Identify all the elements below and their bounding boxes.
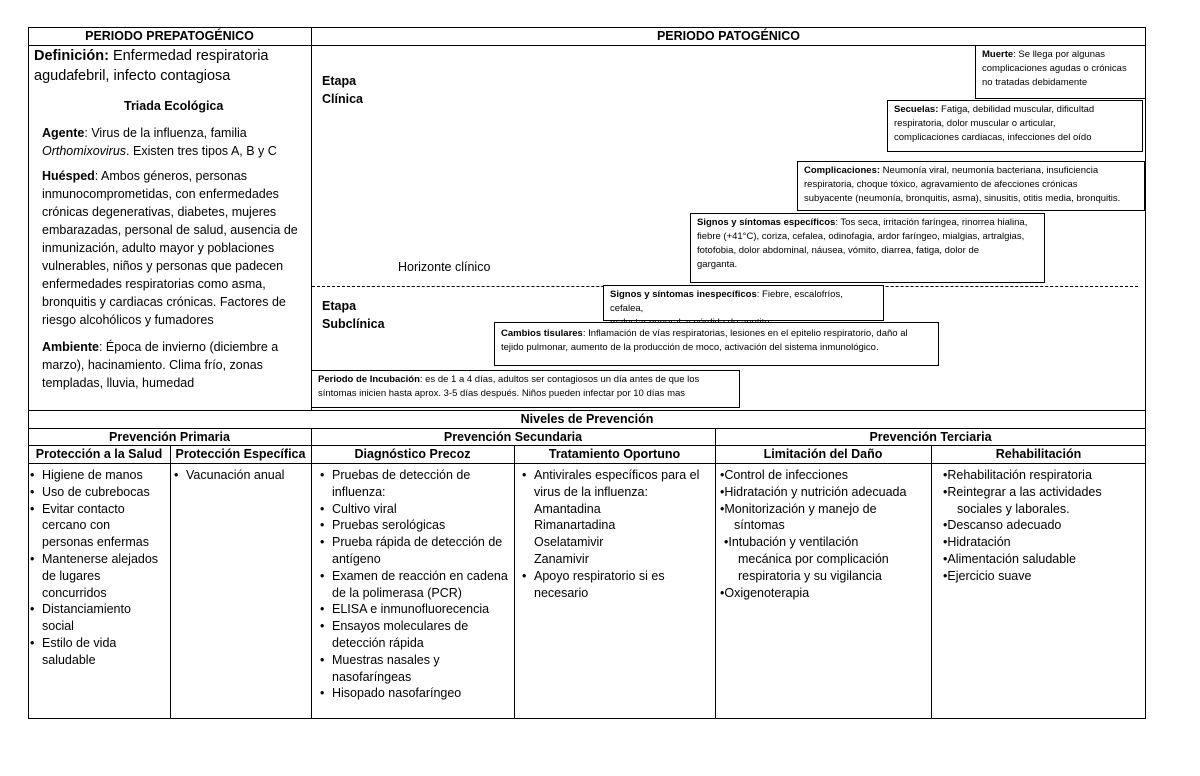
diagnostico-precoz-item-4: • Examen de reacción en cadena — [318, 568, 514, 585]
list-limitacion-dano — [720, 467, 931, 601]
huesped-line-7: bronquitis y cardiacas crónicas. Factores de — [42, 295, 286, 309]
diagnostico-precoz-item-1: • Cultivo viral — [318, 501, 514, 518]
ambiente-label: Ambiente — [42, 340, 99, 354]
especificos-line-1: fiebre (+41°C), coriza, cefalea, odinofagia, ardor faríngeo, mialgias, artralgias, — [697, 231, 1025, 242]
huesped-line-5: vulnerables, niños y personas que padecen — [42, 259, 284, 273]
rehabilitacion-line-0: •Rehabilitación respiratoria — [943, 468, 1092, 482]
etapa-clinica-1: Etapa — [322, 74, 357, 88]
vline-secundaria-terciaria — [715, 428, 716, 719]
agente-text-2: . Existen tres tipos A, B y C — [126, 144, 277, 158]
box-cambios-tisulares — [494, 322, 939, 366]
period-divider — [311, 27, 312, 410]
header-patogenico: PERIODO PATOGÉNICO — [656, 29, 801, 43]
ambiente-text-0: : Época de invierno (diciembre a — [98, 340, 279, 354]
especificos-label: Signos y síntomas específicos — [697, 217, 836, 228]
proteccion-salud-item-0: • Higiene de manos — [28, 467, 170, 484]
vline-col-5 — [931, 445, 932, 719]
prevencion-secundaria: Prevención Secundaria — [443, 430, 583, 444]
proteccion-salud-item-5: • Estilo de vida — [28, 635, 170, 652]
proteccion-salud-item-5-line-1: saludable — [42, 652, 96, 667]
proteccion-salud-item-2-line-2: personas enfermas — [42, 535, 150, 550]
huesped-line-6: enfermedades respiratorias como asma, — [42, 277, 266, 291]
definicion-label: Definición: — [34, 48, 109, 64]
tratamiento-oportuno-item-1: • Apoyo respiratorio si es — [520, 568, 715, 585]
ambiente-line-0 — [42, 338, 278, 356]
limitacion-dano-line-6: respiratoria y su vigilancia — [738, 568, 882, 583]
tratamiento-oportuno-item-0-line-5: Zanamivir — [534, 551, 589, 566]
niveles-title: Niveles de Prevención — [520, 412, 654, 426]
box-complicaciones — [797, 161, 1145, 211]
proteccion-salud-item-3-line-1: de lugares — [42, 568, 101, 583]
list-tratamiento-oportuno — [520, 467, 715, 601]
proteccion-salud-item-1: • Uso de cubrebocas — [28, 484, 170, 501]
list-proteccion-especifica — [172, 467, 311, 484]
especificos-line-2: fotofobia, dolor abdominal, náusea, vómito, diarrea, fatiga, dolor de — [697, 245, 980, 256]
diagnostico-precoz-item-6: • Ensayos moleculares de — [318, 618, 514, 635]
cols-divider — [28, 463, 1146, 464]
rehabilitacion-line-3: •Descanso adecuado — [943, 518, 1062, 533]
col-header-proteccion-especifica: Protección Específica — [175, 447, 306, 461]
muerte-line-0 — [982, 48, 1139, 62]
agente-text-1: : Virus de la influenza, familia — [84, 126, 247, 140]
tratamiento-oportuno-item-0-line-2: Amantadina — [534, 501, 601, 516]
col-header-proteccion-salud: Protección a la Salud — [35, 447, 163, 461]
incubacion-line-0 — [318, 373, 733, 387]
proteccion-salud-item-2: • Evitar contacto — [28, 501, 170, 518]
huesped-line-4: inmunización, adulto mayor y poblaciones — [42, 241, 275, 255]
huesped-line-0 — [42, 167, 298, 185]
list-rehabilitacion — [943, 467, 1146, 585]
header-prepatogenico: PERIODO PREPATOGÉNICO — [85, 29, 254, 43]
etapa-subclinica-2: Subclínica — [322, 317, 385, 331]
limitacion-dano-line-4: •Intubación y ventilación — [724, 535, 859, 550]
proteccion-especifica-item-0: • Vacunación anual — [172, 467, 311, 484]
ambiente-block — [42, 338, 278, 392]
triada-heading: Triada Ecológica — [124, 99, 224, 113]
etapa-clinica — [322, 72, 363, 108]
box-muerte — [975, 45, 1146, 99]
huesped-line-3: embarazadas, personal de salud, ausencia de — [42, 223, 298, 237]
rehabilitacion-line-2: sociales y laborales. — [957, 501, 1070, 516]
vline-col-3 — [514, 445, 515, 719]
limitacion-dano-line-5: mecánica por complicación — [738, 551, 889, 566]
tisulares-label: Cambios tisulares — [501, 328, 583, 339]
inespecificos-text-0: : Fiebre, escalofríos, cefalea, — [610, 289, 843, 314]
secuelas-line-0 — [894, 103, 1136, 117]
diagnostico-precoz-item-3-line-1: antígeno — [332, 551, 381, 566]
huesped-label: Huésped — [42, 169, 95, 183]
muerte-text-0: : Se llega por algunas — [1013, 49, 1106, 60]
incubacion-line-1: síntomas inicien hasta aprox. 3-5 días después. Niños pueden infectar por 10 días mas — [318, 388, 686, 399]
col-header-rehabilitacion: Rehabilitación — [995, 447, 1082, 461]
col-header-limitacion-dano: Limitación del Daño — [763, 447, 883, 461]
secuelas-label: Secuelas: — [894, 104, 939, 115]
diagnostico-precoz-item-7-line-1: nasofaríngeas — [332, 669, 412, 684]
box-periodo-incubacion — [311, 370, 740, 408]
etapa-subclinica — [322, 297, 385, 333]
limitacion-dano-line-7: •Oxigenoterapia — [720, 585, 810, 600]
incubacion-text-0: : es de 1 a 4 días, adultos ser contagiosos un día antes de que los — [419, 374, 700, 385]
incubacion-label: Periodo de Incubación — [318, 374, 420, 385]
inespecificos-line-0 — [610, 288, 877, 316]
rehabilitacion-line-5: •Alimentación saludable — [943, 551, 1076, 566]
ambiente-line-2: templadas, lluvia, humedad — [42, 376, 195, 390]
definicion-text-2: febril, infecto contagiosa — [74, 68, 231, 84]
tisulares-line-0 — [501, 327, 932, 341]
diagnostico-precoz-item-5: • ELISA e inmunofluorecencia — [318, 601, 514, 618]
prevencion-terciaria: Prevención Terciaria — [869, 430, 992, 444]
huesped-line-8: riesgo alcohólicos y fumadores — [42, 313, 214, 327]
vline-primaria-secundaria — [311, 428, 312, 719]
diagnostico-precoz-item-4-line-1: de la polimerasa (PCR) — [332, 585, 462, 600]
complicaciones-text-0: Neumonía viral, neumonía bacteriana, insuficiencia — [880, 165, 1099, 176]
muerte-line-1: complicaciones agudas o crónicas — [982, 63, 1127, 74]
tratamiento-oportuno-item-0-line-1: virus de la influenza: — [534, 484, 648, 499]
diagnostico-precoz-item-2: • Pruebas serológicas — [318, 517, 514, 534]
huesped-line-1: inmunocomprometidas, con enfermedades — [42, 187, 279, 201]
complicaciones-line-2: subyacente (neumonía, bronquitis, asma), sinusitis, otitis media, bronquitis. — [804, 193, 1121, 204]
list-diagnostico-precoz — [318, 467, 514, 702]
col-header-tratamiento-oportuno: Tratamiento Oportuno — [548, 447, 681, 461]
diagnostico-precoz-item-8: • Hisopado nasofaríngeo — [318, 685, 514, 702]
huesped-line-2: crónicas degenerativas, diabetes, mujeres — [42, 205, 277, 219]
diagnostico-precoz-item-3: • Prueba rápida de detección de — [318, 534, 514, 551]
huesped-text-0: : Ambos géneros, personas — [94, 169, 247, 183]
rehabilitacion-line-4: •Hidratación — [943, 535, 1011, 550]
complicaciones-line-0 — [804, 164, 1138, 178]
box-sintomas-inespecificos — [603, 285, 884, 321]
tratamiento-oportuno-item-0-line-4: Oselatamivir — [534, 535, 604, 550]
muerte-label: Muerte — [982, 49, 1014, 60]
prevencion-primaria: Prevención Primaria — [109, 430, 230, 444]
complicaciones-label: Complicaciones: — [804, 165, 881, 176]
especificos-line-0 — [697, 216, 1038, 230]
complicaciones-line-1: respiratoria, choque tóxico, agravamiento de afecciones crónicas — [804, 179, 1078, 190]
especificos-line-3: garganta. — [697, 259, 738, 270]
agente-line-1 — [42, 124, 247, 142]
tratamiento-oportuno-item-0: • Antivirales específicos para el — [520, 467, 715, 484]
etapa-subclinica-1: Etapa — [322, 299, 357, 313]
agente-italic: Orthomixovirus — [42, 144, 127, 158]
box-secuelas — [887, 100, 1143, 152]
proteccion-salud-item-3: • Mantenerse alejados — [28, 551, 170, 568]
muerte-line-2: no tratadas debidamente — [982, 77, 1088, 88]
etapa-clinica-2: Clínica — [322, 92, 363, 106]
secuelas-text-0: Fatiga, debilidad muscular, dificultad — [938, 104, 1095, 115]
vline-col-1 — [170, 445, 171, 719]
limitacion-dano-line-0: •Control de infecciones — [720, 468, 849, 482]
diagnostico-precoz-item-0: • Pruebas de detección de — [318, 467, 514, 484]
tratamiento-oportuno-item-0-line-3: Rimanartadina — [534, 518, 616, 533]
limitacion-dano-line-2: •Monitorización y manejo de — [720, 501, 877, 516]
horizonte-clinico-label: Horizonte clínico — [398, 260, 491, 274]
secuelas-line-1: respiratoria, dolor muscular o articular, — [894, 118, 1056, 129]
tratamiento-oportuno-item-1-line-1: necesario — [534, 585, 589, 600]
rehabilitacion-line-6: •Ejercicio suave — [943, 568, 1032, 583]
limitacion-dano-line-3: síntomas — [734, 518, 785, 533]
tisulares-text-0: : Inflamación de vías respiratorias, lesiones en el epitelio respiratorio, daño al — [582, 328, 908, 339]
agente-label: Agente — [42, 126, 85, 140]
box-sintomas-especificos — [690, 213, 1045, 283]
especificos-text-0: : Tos seca, irritación faríngea, rinorrea hialina, — [835, 217, 1028, 228]
inespecificos-label: Signos y síntomas inespecíficos — [610, 289, 757, 300]
diagnostico-precoz-item-0-line-1: influenza: — [332, 484, 386, 499]
secuelas-line-2: complicaciones cardiacas, infecciones del oído — [894, 132, 1092, 143]
tisulares-line-1: tejido pulmonar, aumento de la producción de moco, activación del sistema inmunológico. — [501, 342, 879, 353]
list-proteccion-salud — [28, 467, 170, 669]
proteccion-salud-item-2-line-1: cercano con — [42, 518, 111, 533]
diagnostico-precoz-item-7: • Muestras nasales y — [318, 652, 514, 669]
definicion-text-1: Enfermedad respiratoria aguda — [34, 48, 269, 84]
huesped-block — [42, 167, 298, 329]
proteccion-salud-item-3-line-2: concurridos — [42, 585, 107, 600]
agente-line-2 — [42, 142, 277, 160]
col-header-diagnostico-precoz: Diagnóstico Precoz — [354, 447, 471, 461]
rehabilitacion-line-1: •Reintegrar a las actividades — [943, 484, 1102, 499]
proteccion-salud-item-4: • Distanciamiento — [28, 601, 170, 618]
limitacion-dano-line-1: •Hidratación y nutrición adecuada — [720, 484, 907, 499]
proteccion-salud-item-4-line-1: social — [42, 619, 74, 634]
diagnostico-precoz-item-6-line-1: detección rápida — [332, 635, 424, 650]
ambiente-line-1: marzo), hacinamiento. Clima frío, zonas — [42, 358, 263, 372]
